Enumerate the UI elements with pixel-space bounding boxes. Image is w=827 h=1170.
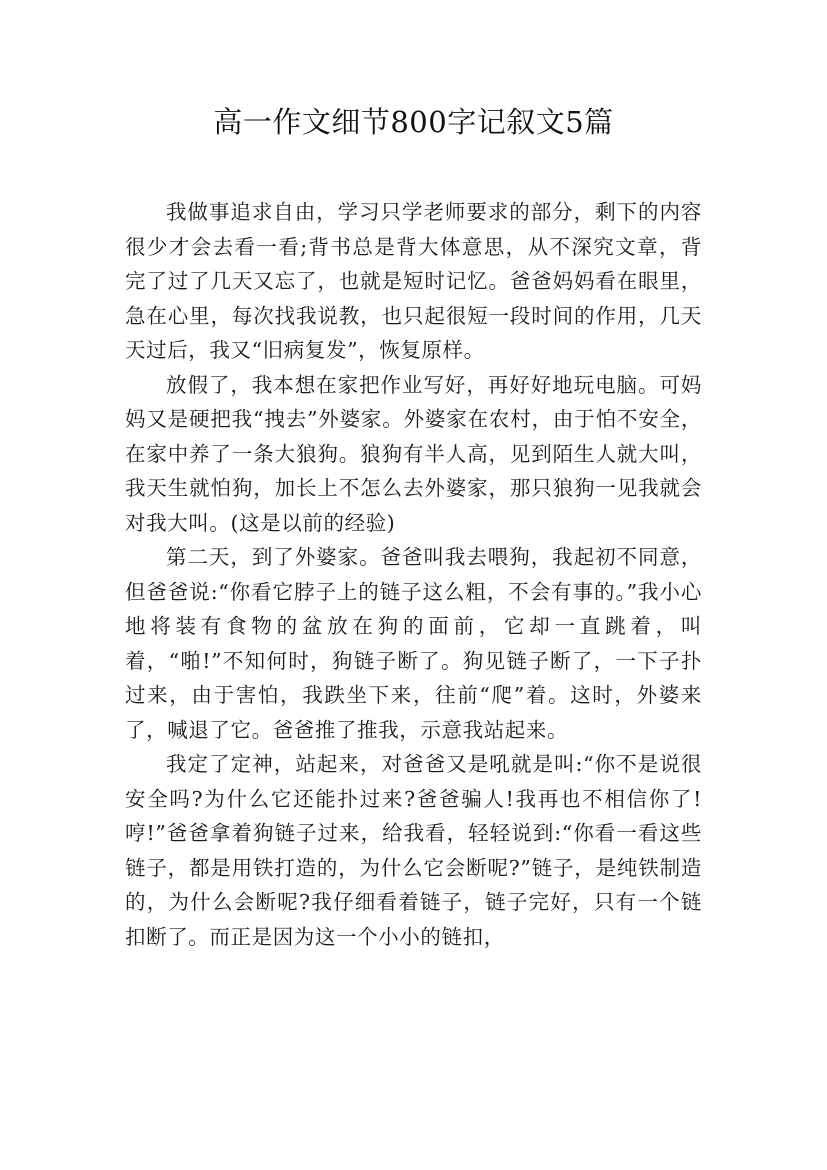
paragraph-2: 放假了，我本想在家把作业写好，再好好地玩电脑。可妈妈又是硬把我“拽去”外婆家。外婆家在农村，由于怕不安全，在家中养了一条大狼狗。狼狗有半人高，见到陌生人就大叫，我天生就怕狗，加长上不怎么去外婆家，那只狼狗一见我就会对我大叫。(这是以前的经验) (125, 372, 702, 535)
paragraph-1: 我做事追求自由，学习只学老师要求的部分，剩下的内容很少才会去看一看;背书总是背大体意思，从不深究文章，背完了过了几天又忘了，也就是短时记忆。爸爸妈妈看在眼里，急在心里，每次找我说教，也只起很短一段时间的作用，几天天过后，我又“旧病复发”，恢复原样。 (125, 200, 702, 362)
paragraph-3: 第二天，到了外婆家。爸爸叫我去喂狗，我起初不同意，但爸爸说:“你看它脖子上的链子这么粗，不会有事的。”我小心地将装有食物的盆放在狗的面前，它却一直跳着，叫着，“啪!”不知何时，狗链子断了。狗见链子断了，一下子扑过来，由于害怕，我跌坐下来，往前“爬”着。这时，外婆来了，喊退了它。爸爸推了推我，示意我站起来。 (125, 545, 702, 742)
document-body (125, 195, 702, 954)
paragraph-4: 我定了定神，站起来，对爸爸又是吼就是叫:“你不是说很安全吗?为什么它还能扑过来?爸爸骗人!我再也不相信你了!哼!”爸爸拿着狗链子过来，给我看，轻轻说到:“你看一看这些链子，都是用铁打造的，为什么它会断呢?”链子，是纯铁制造的，为什么会断呢?我仔细看着链子，链子完好，只有一个链扣断了。而正是因为这一个小小的链扣， (125, 752, 702, 949)
document-title: 高一作文细节800字记叙文5篇 (213, 105, 614, 139)
